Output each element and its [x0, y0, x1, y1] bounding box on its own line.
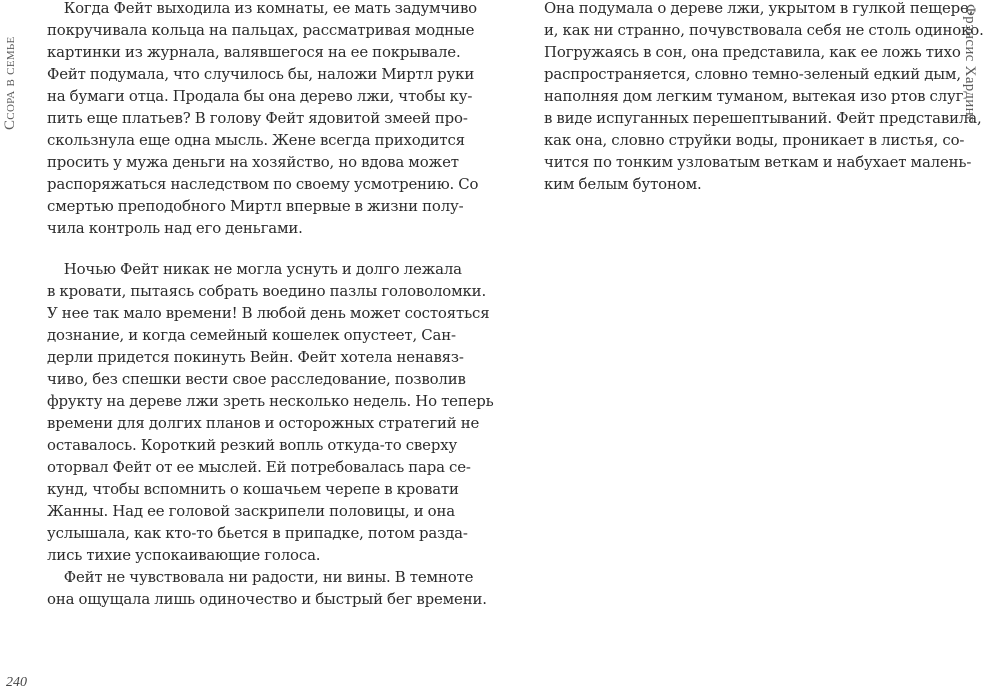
text-line: в кровати, пытаясь собрать воедино пазлы головоломки.: [47, 282, 487, 300]
text-line: Жанны. Над ее головой заскрипели половицы, и она: [47, 502, 455, 520]
text-line: Когда Фейт выходила из комнаты, ее мать задумчиво: [47, 0, 477, 17]
text-line: чиво, без спешки вести свое расследование, позволив: [47, 370, 466, 388]
text-line: пить еще платьев? В голову Фейт ядовитой змеей про-: [47, 109, 468, 127]
text-line: Фейт подумала, что случилось бы, наложи Миртл руки: [47, 65, 475, 83]
text-line: кунд, чтобы вспомнить о кошачьем черепе в кровати: [47, 480, 459, 498]
text-line: оторвал Фейт от ее мыслей. Ей потребовалась пара се-: [47, 458, 471, 476]
text-line: чится по тонким узловатым веткам и набухает малень-: [544, 153, 972, 171]
text-line: Погружаясь в сон, она представила, как ее ложь тихо: [544, 43, 961, 61]
text-line: покручивала кольца на пальцах, рассматривая модные: [47, 21, 475, 39]
running-head-author: Фрэнсис Хардинг: [962, 4, 978, 123]
page-number: 240: [6, 675, 27, 690]
text-line: смертью преподобного Миртл впервые в жизни полу-: [47, 197, 464, 215]
text-line: лись тихие успокаивающие голоса.: [47, 546, 321, 564]
text-line: услышала, как кто-то бьется в припадке, потом разда-: [47, 524, 468, 542]
text-line: наполняя дом легким туманом, вытекая изо ртов слуг: [544, 87, 964, 105]
text-line: она ощущала лишь одиночество и быстрый бег времени.: [47, 590, 487, 608]
text-line: как она, словно струйки воды, проникает в листья, со-: [544, 131, 965, 149]
text-line: дознание, и когда семейный кошелек опустеет, Сан-: [47, 326, 456, 344]
text-line: Ночью Фейт никак не могла уснуть и долго лежала: [47, 260, 462, 278]
text-line: и, как ни странно, почувствовала себя не столь одиноко.: [544, 21, 984, 39]
running-head-book-section: Ссора в семье: [2, 36, 18, 130]
text-line: оставалось. Короткий резкий вопль откуда-то сверху: [47, 436, 458, 454]
text-line: скользнула еще одна мысль. Жене всегда приходится: [47, 131, 465, 149]
text-line: ким белым бутоном.: [544, 175, 702, 193]
text-line: картинки из журнала, валявшегося на ее покрывале.: [47, 43, 461, 61]
right-page: [487, 0, 984, 695]
text-line: в виде испуганных перешептываний. Фейт представила,: [544, 109, 982, 127]
text-line: распоряжаться наследством по своему усмотрению. Со: [47, 175, 479, 193]
text-line: У нее так мало времени! В любой день может состояться: [47, 304, 490, 322]
left-paragraph-1: [47, 0, 478, 239]
text-line: Фейт не чувствовала ни радости, ни вины. В темноте: [47, 568, 474, 586]
text-line: времени для долгих планов и осторожных стратегий не: [47, 414, 480, 432]
text-line: просить у мужа деньги на хозяйство, но вдова может: [47, 153, 459, 171]
right-paragraph: [544, 0, 984, 195]
text-line: дерли придется покинуть Вейн. Фейт хотела ненавяз-: [47, 348, 464, 366]
text-line: Она подумала о дереве лжи, укрытом в гулкой пещере,: [544, 0, 974, 17]
left-paragraph-2: [47, 258, 494, 610]
text-line: фрукту на дереве лжи зреть несколько недель. Но теперь: [47, 392, 494, 410]
text-line: на бумаги отца. Продала бы она дерево лжи, чтобы ку-: [47, 87, 473, 105]
text-line: чила контроль над его деньгами.: [47, 219, 303, 237]
text-line: распространяется, словно темно-зеленый едкий дым,: [544, 65, 961, 83]
